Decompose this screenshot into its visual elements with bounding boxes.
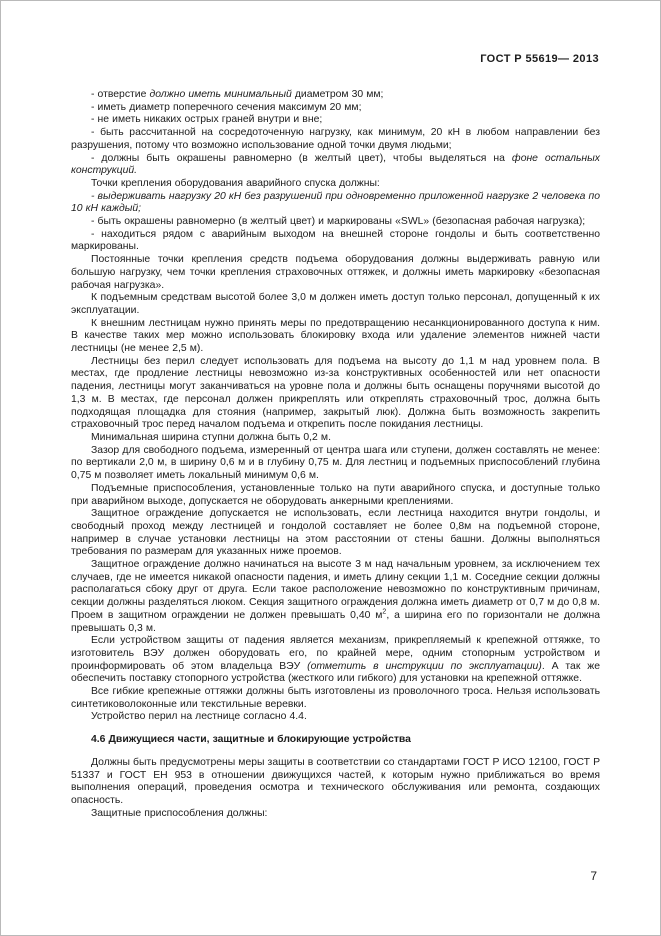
paragraph [71,432,600,445]
paragraph [71,229,600,254]
text-run: - отверстие [91,89,150,100]
paragraph [71,318,600,356]
text-run: фоне остальных конструкций. [71,152,600,177]
paragraph [71,686,600,711]
paragraph [71,114,600,127]
paragraph [71,508,600,559]
text-run: Подъемные приспособления, установленные только на пути аварийного спуска, и доступные только при аварийном выходе, допускается не оборудовать анкерными креплениями. [71,482,600,507]
paragraph [71,711,600,724]
text-run: 4.6 Движущиеся части, защитные и блокирующие устройства [91,734,411,746]
paragraph [71,635,600,686]
paragraph [71,356,600,432]
text-run: (отметить в инструкции по эксплуатации) [307,660,542,672]
paragraph [71,191,600,216]
text-run: должно иметь минимальный [149,89,292,100]
text-run: - быть рассчитанной на сосредоточенную нагрузку, как минимум, 20 кН в любом направлении без разрушения, потому что возможно использование одной точки двумя людьми; [71,127,600,151]
text-run: Постоянные точки крепления средств подъема оборудования должны выдерживать равную или большую нагрузку, чем точки крепления страховочных оттяжек, и должны иметь маркировку «безопасная рабочая нагрузка». [71,254,600,291]
text-run: К подъемным средствам высотой более 3,0 м должен иметь доступ только персонал, допущенный к их эксплуатации. [71,292,600,316]
text-run: Все гибкие крепежные оттяжки должны быть изготовлены из проволочного троса. Нельзя использовать синтетиковолоконные или текстильные веревки. [71,686,600,710]
text-run: Устройство перил на лестнице согласно 4.4. [91,711,307,723]
section-heading [71,734,600,747]
paragraph [71,178,600,191]
text-run: - находиться рядом с аварийным выходом на внешней стороне гондолы и быть соответственно маркированы. [71,228,600,253]
text-run: К внешним лестницам нужно принять меры по предотвращению несанкционированного доступа к ним. В качестве таких мер можно использовать блокировку входа или удаление элементов нижней части лестницы (не менее 2,5 м). [71,317,600,355]
text-run: Защитные приспособления должны: [91,807,268,819]
paragraph [71,89,600,102]
text-run: Точки крепления оборудования аварийного спуска должны: [91,177,380,189]
text-run: - должны быть окрашены равномерно (в желтый цвет), чтобы выделяться на [91,152,512,164]
text-run: Должны быть предусмотрены меры защиты в соответствии со стандартами ГОСТ Р ИСО 12100, ГОСТ Р 51337 и ГОСТ ЕН 953 в отношении движущихся частей, к которым нужно приближаться во время выполнения операций, проведения осмотра и технического обслуживания или ремонта, создающих опасность. [71,756,600,806]
text-run: Защитное ограждение допускается не использовать, если лестница находится внутри гондолы, и свободный проход между лестницей и гондолой составляет не более 0,8м на подъемной стороне, например в случае установки лестницы на этом расстоянии от стены башни. Должны выполняться требования по размерам для указанных ниже проемов. [71,508,600,558]
text-run: Лестницы без перил следует использовать для подъема на высоту до 1,1 м над уровнем пола. В местах, где продление лестницы невозможно из-за конструктивных особенностей или нет опасности падения, лестницы могут заканчиваться на уровне пола и должны быть оснащены поручнями высотой до 1,3 м. В местах, где персонал должен прикреплять или откреплять страховочный трос, должна быть подходящая площадка для стояния (например, закрытый люк). Должна быть возможность закрепить страховочный трос перед началом подъема и открепить после покидания лестницы. [71,355,600,431]
text-run: диаметром 30 мм; [291,89,384,100]
text-run: - быть окрашены равномерно (в желтый цвет) и маркированы «SWL» (безопасная рабочая нагрузка); [91,216,586,228]
text-run: - иметь диаметр поперечного сечения максимум 20 мм; [91,101,362,113]
document-header-standard-number: ГОСТ Р 55619— 2013 [480,53,599,65]
text-run: Зазор для свободного подъема, измеренный от центра шага или ступени, должен составлять не менее: по вертикали 2,0 м, в ширину 0,6 м и в глубину 0,75 м. Для лестниц и подъемных приспособлений глубина 0,75 м позволяет иметь локальный минимум 0,6 м. [71,444,600,482]
text-run: . А так же обеспечить поставку стопорного устройства (жесткого или гибкого) для установки на крепежной оттяжке. [71,660,601,685]
paragraph [71,216,600,229]
paragraph [71,445,600,483]
paragraph [71,127,600,152]
paragraph [71,808,600,821]
paragraph [71,102,600,115]
text-run: Если устройством защиты от падения является механизм, прикрепляемый к крепежной оттяжке, то изготовитель ВЭУ должен оборудовать его, по крайней мере, одним стопорным устройством и проинформировать об этом владельца ВЭУ [71,635,600,672]
text-run: Защитное ограждение должно начинаться на высоте 3 м над начальным уровнем, за исключением тех случаев, где не имеется никакой опасности падения, и иметь длину секции 1,1 м. Соседние секции должны располагаться сбоку друг от друга. Если такое расположение невозможно по конструктивным причинам, секции должны разделяться люком. Секция защитного ограждения должна иметь диаметр от 0,7 м до 0,8 м. Проем в защитном ограждении не должен превышать 0,40 м [71,559,600,621]
text-run: Минимальная ширина ступни должна быть 0,2 м. [91,431,331,443]
text-run: - не иметь никаких острых граней внутри и вне; [91,114,323,126]
paragraph [71,254,600,292]
page-number: 7 [590,869,597,883]
text-run: 2 [382,608,387,616]
text-run: - выдерживать нагрузку 20 кН без разрушений при одновременно приложенной нагрузке 2 человека по 10 кН каждый; [71,190,600,215]
paragraph [71,483,600,508]
paragraph [71,757,600,808]
paragraph [71,292,600,317]
paragraph [71,153,600,178]
text-run: , а ширина его по горизонтали не должна превышать 0,3 м. [71,609,600,634]
paragraph [71,559,600,635]
document-body [71,89,600,820]
